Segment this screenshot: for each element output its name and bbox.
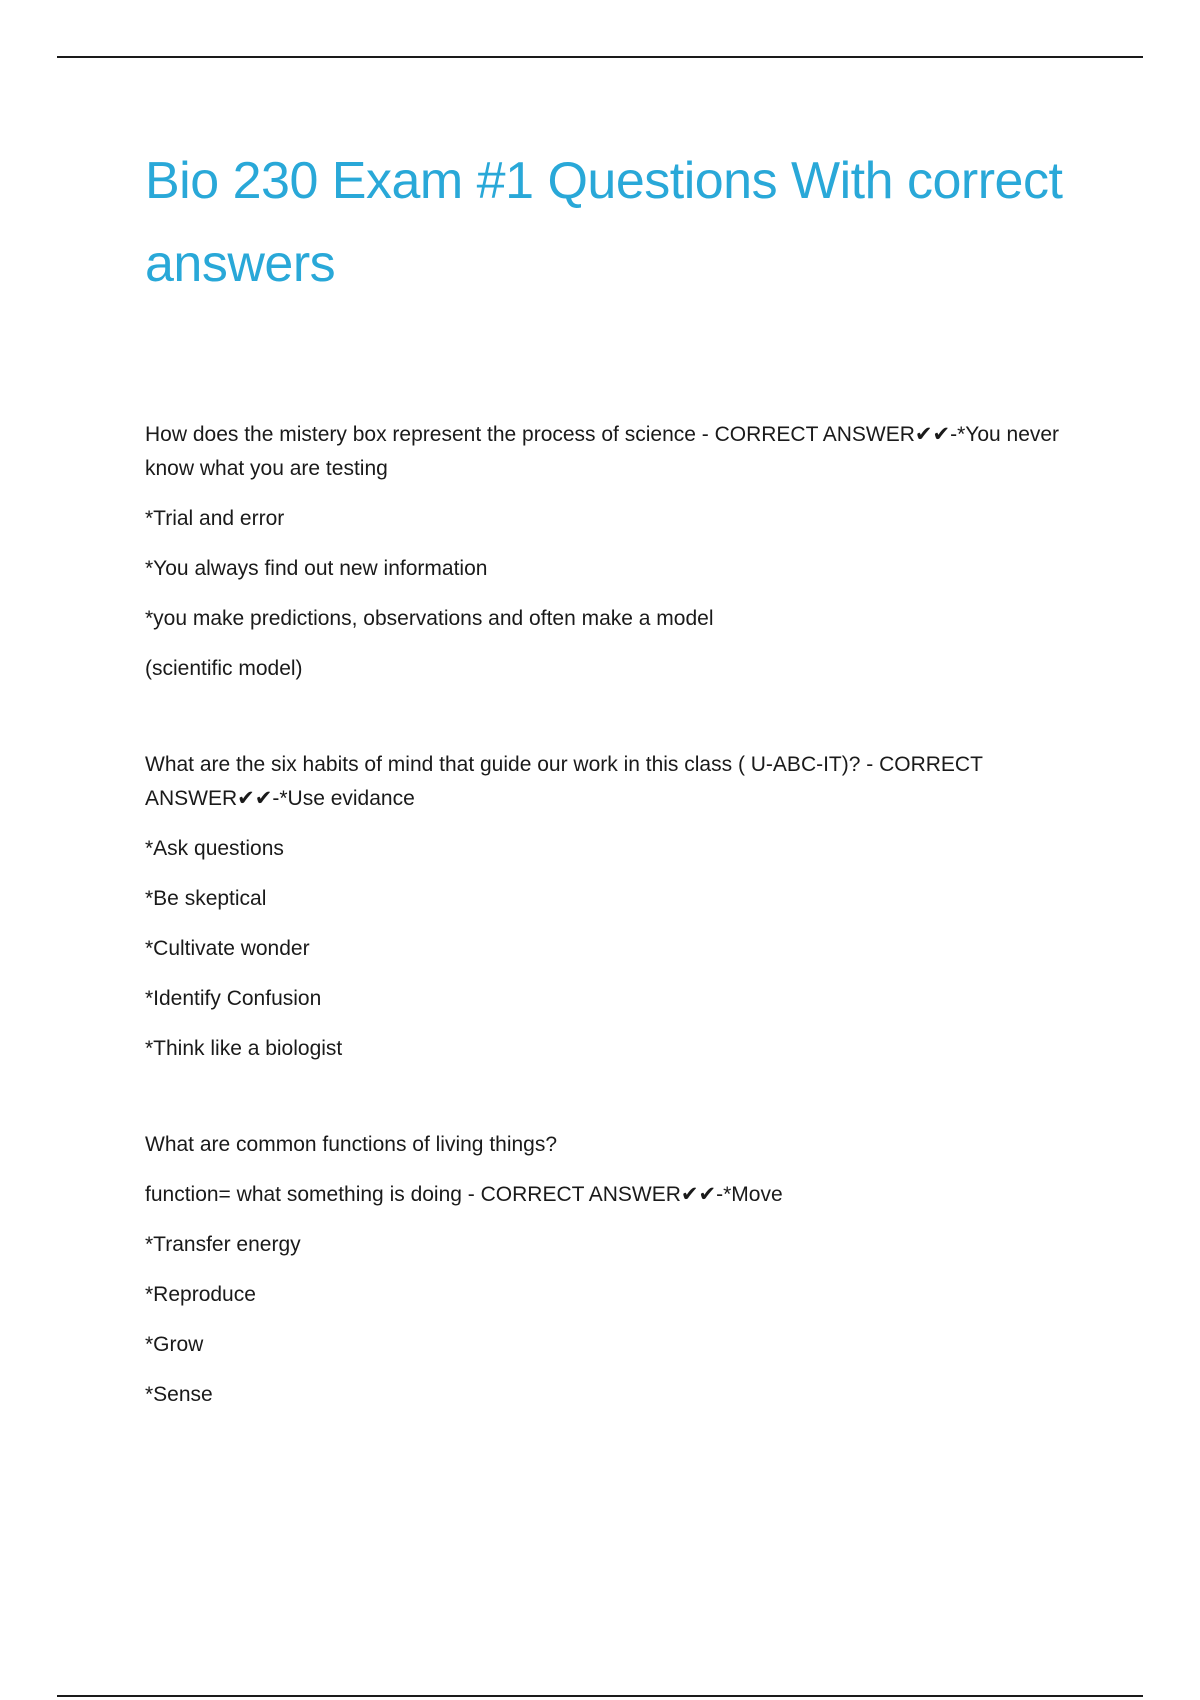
qa-block-functions-of-living-things — [145, 1128, 1065, 1412]
top-horizontal-rule — [57, 56, 1143, 58]
qa-line: *Sense — [145, 1383, 213, 1406]
qa-line: *Transfer energy — [145, 1233, 301, 1256]
qa-line: *Cultivate wonder — [145, 937, 310, 960]
qa-line: (scientific model) — [145, 657, 303, 680]
qa-line: What are the six habits of mind that guide our work in this class ( U-ABC-IT)? - CORRECT ANSWER✔✔-*Use evidance — [145, 753, 983, 810]
qa-line: *Be skeptical — [145, 887, 267, 910]
qa-line: *Reproduce — [145, 1283, 256, 1306]
qa-line: What are common functions of living things? — [145, 1133, 558, 1156]
qa-line: *Ask questions — [145, 837, 284, 860]
qa-block-habits-of-mind — [145, 748, 1065, 1066]
qa-line: function= what something is doing - CORRECT ANSWER✔✔-*Move — [145, 1183, 783, 1206]
qa-line: *Trial and error — [145, 507, 285, 530]
qa-block-mystery-box — [145, 418, 1065, 686]
qa-line: *You always find out new information — [145, 557, 488, 580]
bottom-horizontal-rule — [57, 1695, 1143, 1697]
document-body — [145, 140, 1065, 1412]
qa-line: *Think like a biologist — [145, 1037, 343, 1060]
qa-line: *you make predictions, observations and often make a model — [145, 607, 714, 630]
qa-line: *Grow — [145, 1333, 204, 1356]
qa-line: How does the mistery box represent the process of science - CORRECT ANSWER✔✔-*You never know what you are testing — [145, 423, 1060, 480]
qa-line: *Identify Confusion — [145, 987, 322, 1010]
document-title: Bio 230 Exam #1 Questions With correct answers — [145, 152, 1063, 293]
